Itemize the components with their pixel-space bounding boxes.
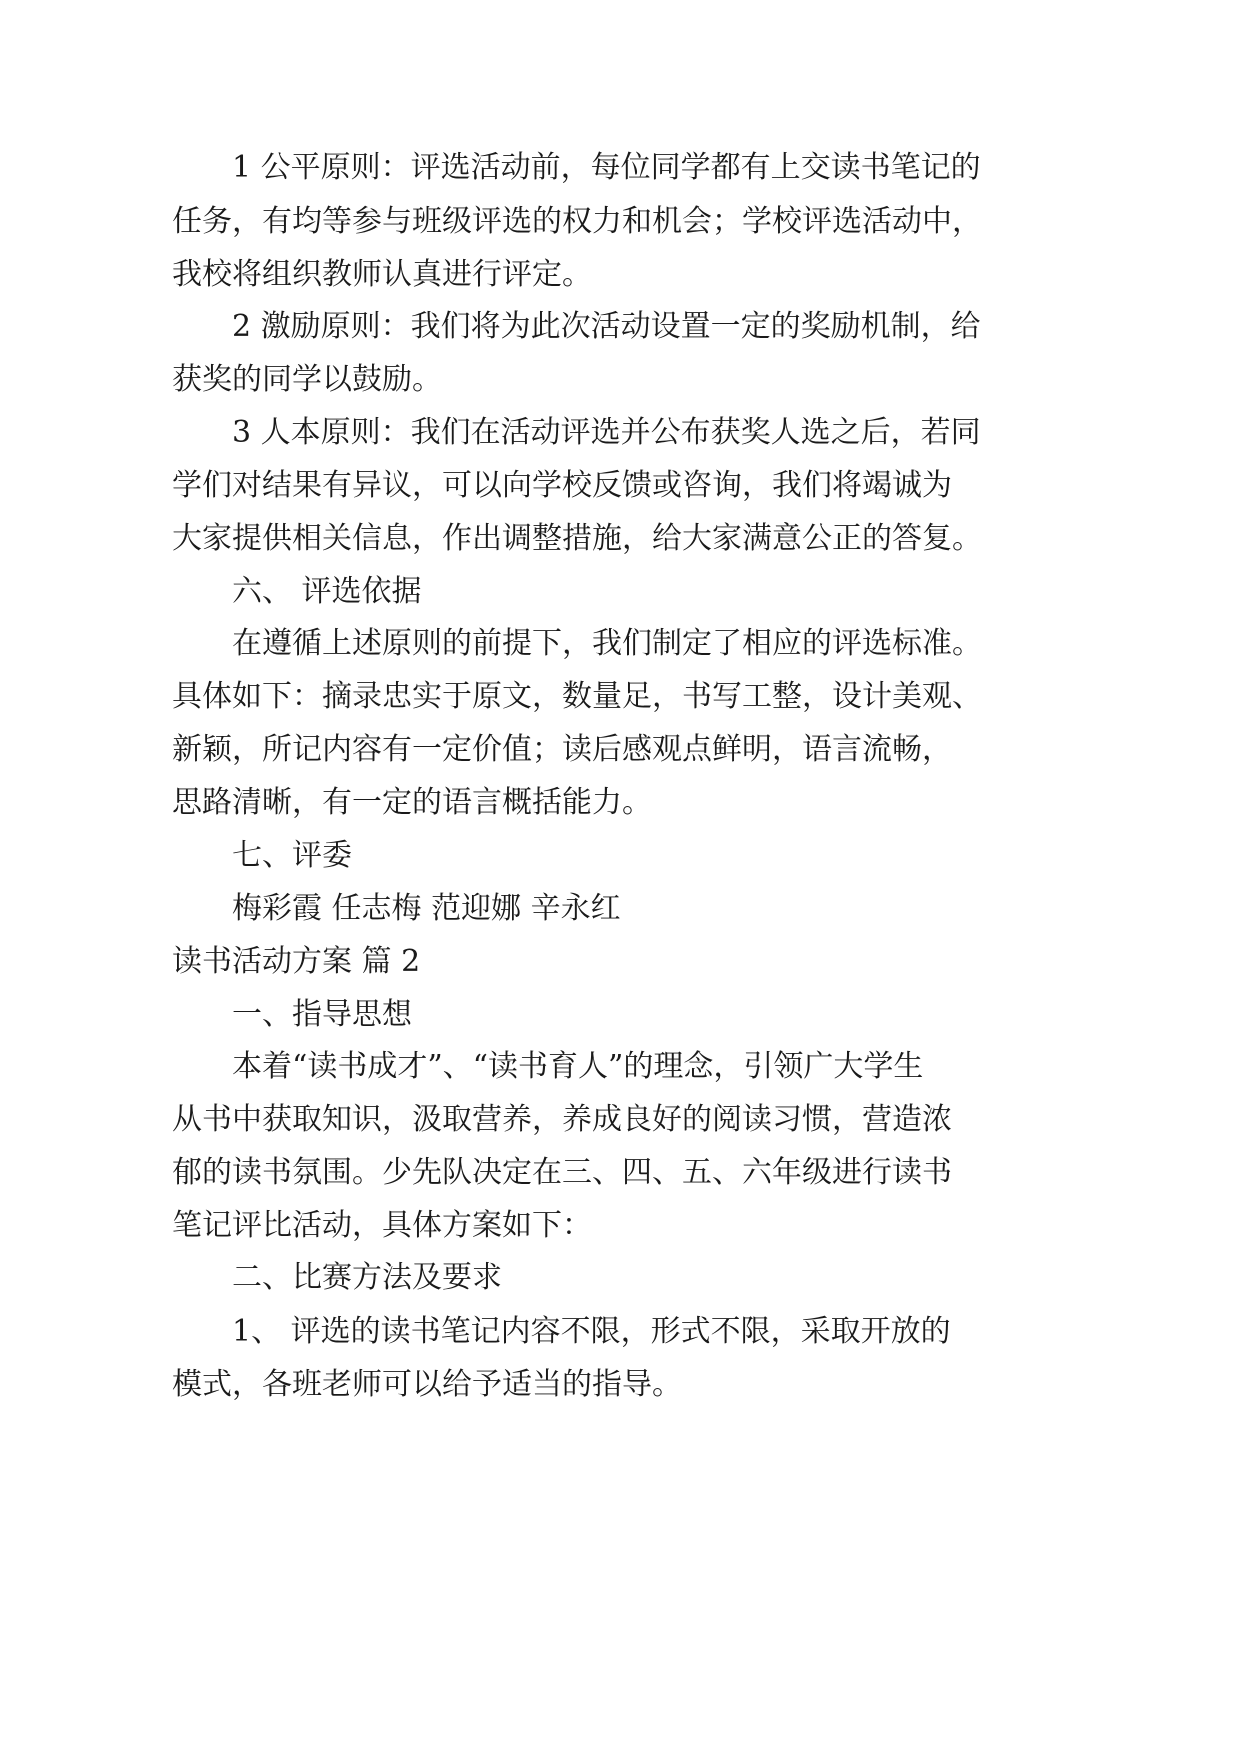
paragraph-line: 1、 评选的读书笔记内容不限，形式不限，采取开放的 bbox=[232, 1314, 951, 1349]
paragraph-line: 郁的读书氛围。少先队决定在三、四、五、六年级进行读书 bbox=[172, 1155, 952, 1190]
paragraph-line: 新颖，所记内容有一定价值；读后感观点鲜明，语言流畅， bbox=[172, 732, 952, 767]
judges-list: 梅彩霞 任志梅 范迎娜 辛永红 bbox=[232, 891, 621, 926]
paragraph-line: 2 激励原则：我们将为此次活动设置一定的奖励机制，给 bbox=[232, 309, 981, 344]
paragraph-line: 1 公平原则：评选活动前，每位同学都有上交读书笔记的 bbox=[232, 150, 981, 185]
paragraph-line: 从书中获取知识，汲取营养，养成良好的阅读习惯，营造浓 bbox=[172, 1102, 952, 1137]
paragraph-line: 在遵循上述原则的前提下，我们制定了相应的评选标准。 bbox=[232, 626, 982, 661]
paragraph-line: 具体如下：摘录忠实于原文，数量足，书写工整，设计美观、 bbox=[172, 679, 982, 714]
section-heading: 六、 评选依据 bbox=[232, 574, 422, 609]
paragraph-line: 我校将组织教师认真进行评定。 bbox=[172, 257, 592, 292]
document-title: 读书活动方案 篇 2 bbox=[172, 944, 421, 979]
paragraph-line: 笔记评比活动，具体方案如下： bbox=[172, 1208, 592, 1243]
paragraph-line: 获奖的同学以鼓励。 bbox=[172, 362, 442, 397]
section-heading: 一、指导思想 bbox=[232, 997, 412, 1032]
paragraph-line: 任务，有均等参与班级评选的权力和机会；学校评选活动中， bbox=[172, 204, 982, 239]
paragraph-line: 思路清晰，有一定的语言概括能力。 bbox=[172, 785, 652, 820]
paragraph-line: 3 人本原则：我们在活动评选并公布获奖人选之后，若同 bbox=[232, 415, 981, 450]
paragraph-line: 大家提供相关信息，作出调整措施，给大家满意公正的答复。 bbox=[172, 521, 982, 556]
section-heading: 二、比赛方法及要求 bbox=[232, 1260, 502, 1295]
paragraph-line: 模式，各班老师可以给予适当的指导。 bbox=[172, 1367, 682, 1402]
paragraph-line: 学们对结果有异议，可以向学校反馈或咨询，我们将竭诚为 bbox=[172, 468, 952, 503]
section-heading: 七、评委 bbox=[232, 838, 352, 873]
paragraph-line: 本着“读书成才”、“读书育人”的理念，引领广大学生 bbox=[232, 1049, 924, 1084]
